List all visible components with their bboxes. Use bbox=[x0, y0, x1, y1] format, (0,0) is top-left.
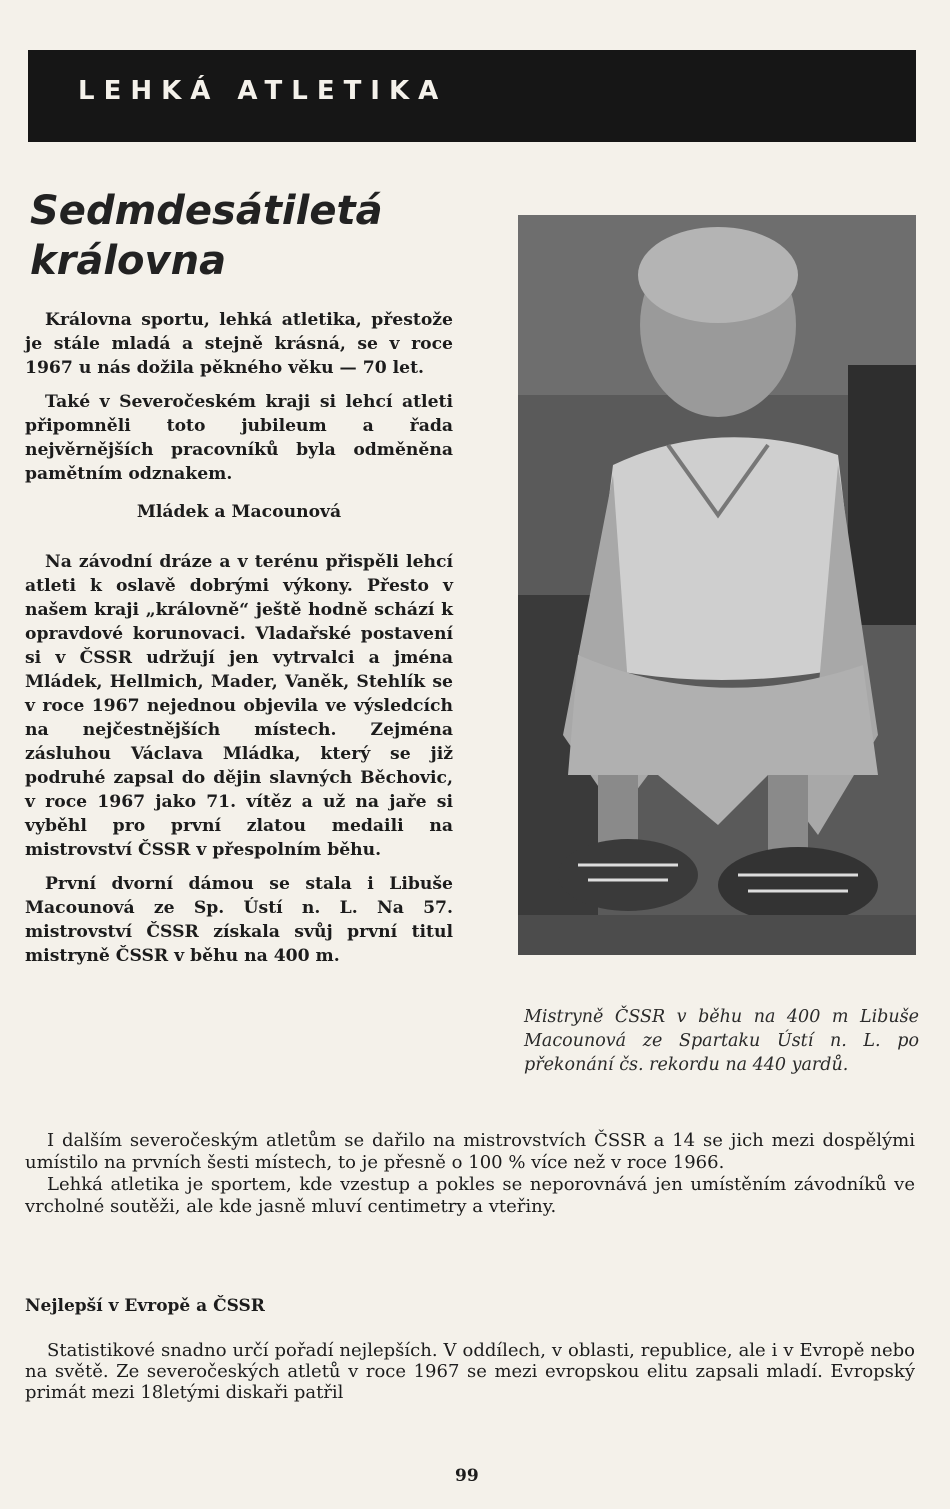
paragraph: Statistikové snadno určí pořadí nejlepších. V oddílech, v oblasti, republice, ale i v Evropě nebo na světě. Ze severočeských atletů v roce 1967 se mezi evropskou elitu zapsali mladí. Evropský primát mezi 18letými diskaři patřil bbox=[25, 1340, 915, 1403]
athlete-photo-illustration bbox=[518, 215, 916, 955]
paragraph: I dalším severočeským atletům se dařilo na mistrovstvích ČSSR a 14 se jich mezi dospělými umístilo na prvních šesti místech, to je přesně o 100 % více než v roce 1966. bbox=[25, 1130, 915, 1173]
bottom-text bbox=[25, 1340, 915, 1403]
photo-caption: Mistryně ČSSR v běhu na 400 m Libuše Macounová ze Spartaku Ústí n. L. po překonání čs. rekordu na 440 yardů. bbox=[524, 1007, 919, 1075]
paragraph: Také v Severočeském kraji si lehcí atleti připomněli toto jubileum a řada nejvěrnějších pracovníků byla odměněna pamětním odznakem. bbox=[25, 392, 453, 484]
left-column bbox=[25, 308, 453, 978]
subheading: Mládek a Macounová bbox=[136, 502, 342, 522]
section-title: LEHKÁ ATLETIKA bbox=[78, 76, 448, 106]
paragraph: Královna sportu, lehká atletika, přestože je stále mladá a stejně krásná, se v roce 1967 u nás dožila pěkného věku — 70 let. bbox=[25, 310, 453, 378]
article-headline: Sedmdesátiletá královna bbox=[30, 188, 383, 284]
section-header-bar bbox=[28, 50, 916, 142]
section-subheading: Nejlepší v Evropě a ČSSR bbox=[25, 1296, 265, 1316]
page-number: 99 bbox=[455, 1466, 479, 1486]
paragraph: Lehká atletika je sportem, kde vzestup a pokles se neporovnává jen umístěním závodníků ve vrcholné soutěži, ale kde jasně mluví centimetry a vteřiny. bbox=[25, 1174, 915, 1217]
paragraph: První dvorní dámou se stala i Libuše Macounová ze Sp. Ústí n. L. Na 57. mistrovství ČSSR získala svůj první titul mistryně ČSSR v běhu na 400 m. bbox=[25, 874, 453, 966]
full-width-text bbox=[25, 1130, 915, 1218]
athlete-photo bbox=[518, 215, 916, 955]
paragraph: Na závodní dráze a v terénu přispěli lehcí atleti k oslavě dobrými výkony. Přesto v našem kraji „královně“ ještě hodně schází k opravdové korunovaci. Vladařské postavení si v ČSSR udržují jen vytrvalci a jména Mládek, Hellmich, Mader, Vaněk, Stehlík se v roce 1967 nejednou objevila ve výsledcích na nejčestnějších místech. Zejména zásluhou Václava Mládka, který se již podruhé zapsal do dějin slavných Běchovic, v roce 1967 jako 71. vítěz a už na jaře si vyběhl pro první zlatou medaili na mistrovství ČSSR v přespolním běhu. bbox=[25, 552, 453, 860]
